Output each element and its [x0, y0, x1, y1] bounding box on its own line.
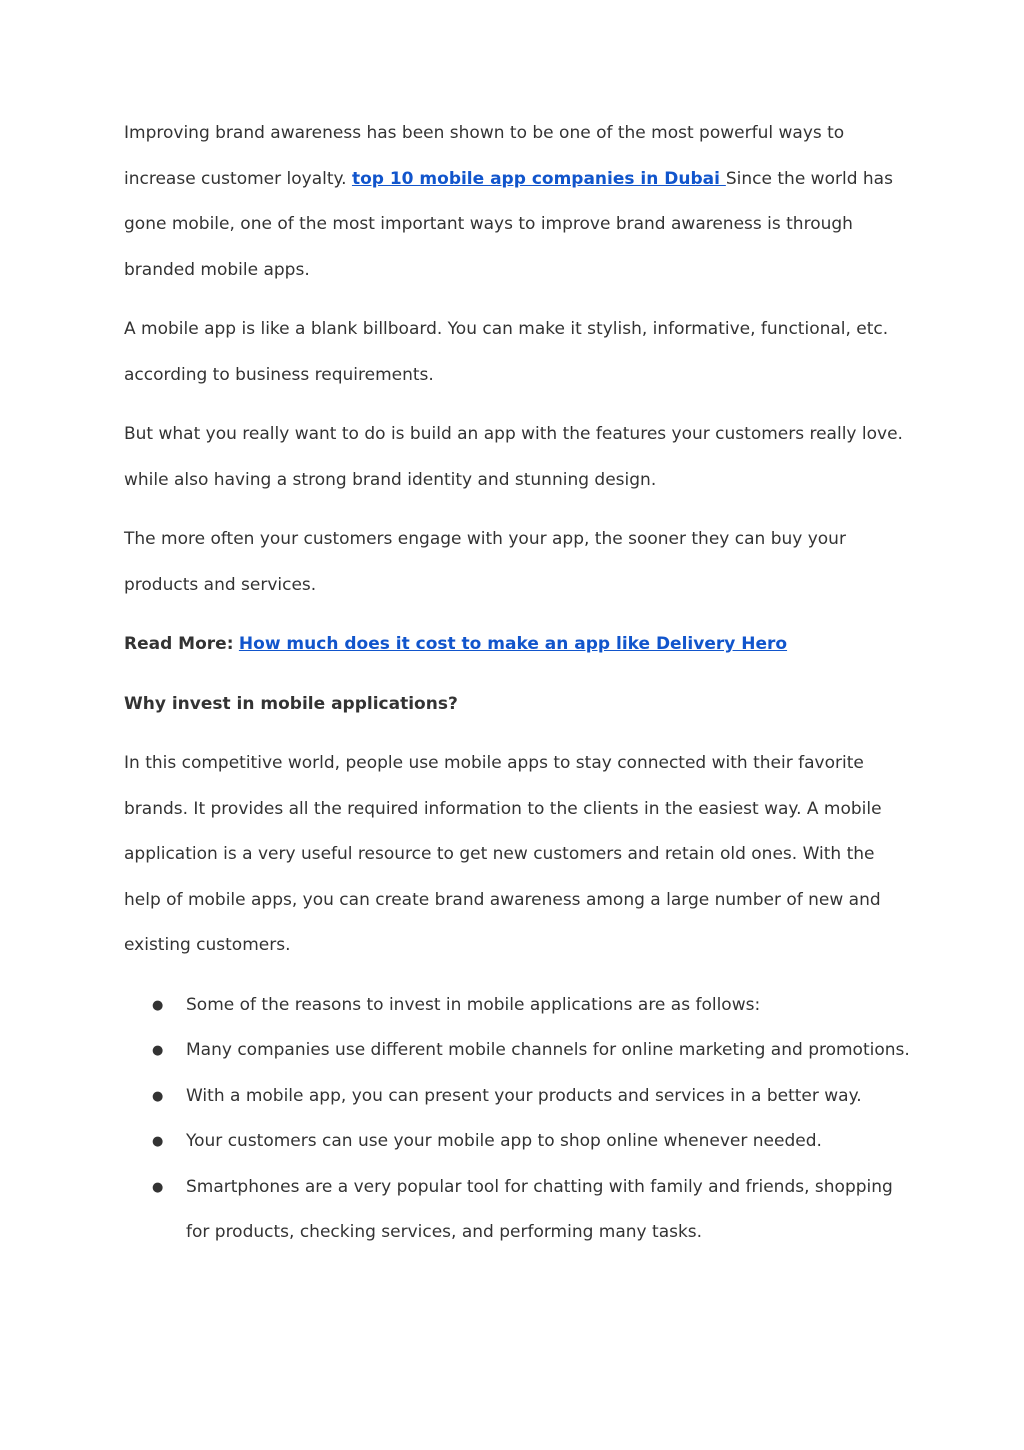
- delivery-hero-link[interactable]: How much does it cost to make an app like Delivery Hero: [238, 634, 788, 654]
- read-more-line: [124, 622, 914, 668]
- bullet-icon: ●: [152, 997, 164, 1013]
- list-item-text: Many companies use different mobile channels for online marketing and promotions.: [186, 1040, 910, 1060]
- document-page: [124, 111, 914, 1256]
- bullet-icon: ●: [152, 1088, 164, 1104]
- list-item: [124, 1074, 914, 1120]
- dubai-app-companies-link[interactable]: top 10 mobile app companies in Dubai: [351, 168, 726, 189]
- bullet-icon: ●: [152, 1134, 164, 1149]
- list-item: [124, 1119, 914, 1165]
- list-item: [124, 1028, 914, 1074]
- list-item: [124, 1165, 914, 1256]
- section-heading-text: Why invest in mobile applications?: [124, 693, 458, 714]
- intro-text-after-link: Since the world has gone mobile, one of the most important ways to improve brand awareness is through branded mobile apps.: [124, 168, 893, 280]
- engagement-paragraph: The more often your customers engage with your app, the sooner they can buy your products and services.: [124, 529, 846, 595]
- reasons-list: [124, 983, 914, 1256]
- bullet-icon: ●: [152, 1179, 164, 1195]
- billboard-paragraph: A mobile app is like a blank billboard. You can make it stylish, informative, functional, etc. according to business requirements.: [124, 319, 889, 385]
- section-heading: [124, 682, 914, 728]
- intro-paragraph: [124, 111, 914, 293]
- competitive-world-paragraph: In this competitive world, people use mobile apps to stay connected with their favorite brands. It provides all the required information to the clients in the easiest way. A mobile application is a very useful resource to get new customers and retain old ones. With the help of mobile apps, you can create brand awareness among a large number of new and existing customers.: [124, 753, 882, 955]
- read-more-label: Read More:: [124, 634, 234, 654]
- intro-text-before-link: Improving brand awareness has been shown to be one of the most powerful ways to increase customer loyalty.: [124, 123, 845, 189]
- list-item-text: Some of the reasons to invest in mobile applications are as follows:: [186, 994, 761, 1015]
- list-item-text: Smartphones are a very popular tool for chatting with family and friends, shopping for products, checking services, and performing many tasks.: [186, 1176, 893, 1242]
- bullet-icon: ●: [152, 1043, 164, 1058]
- list-item: [124, 983, 914, 1029]
- list-item-text: Your customers can use your mobile app to shop online whenever needed.: [186, 1131, 822, 1151]
- list-item-text: With a mobile app, you can present your products and services in a better way.: [186, 1085, 862, 1106]
- features-paragraph: But what you really want to do is build an app with the features your customers really love. while also having a strong brand identity and stunning design.: [124, 424, 903, 490]
